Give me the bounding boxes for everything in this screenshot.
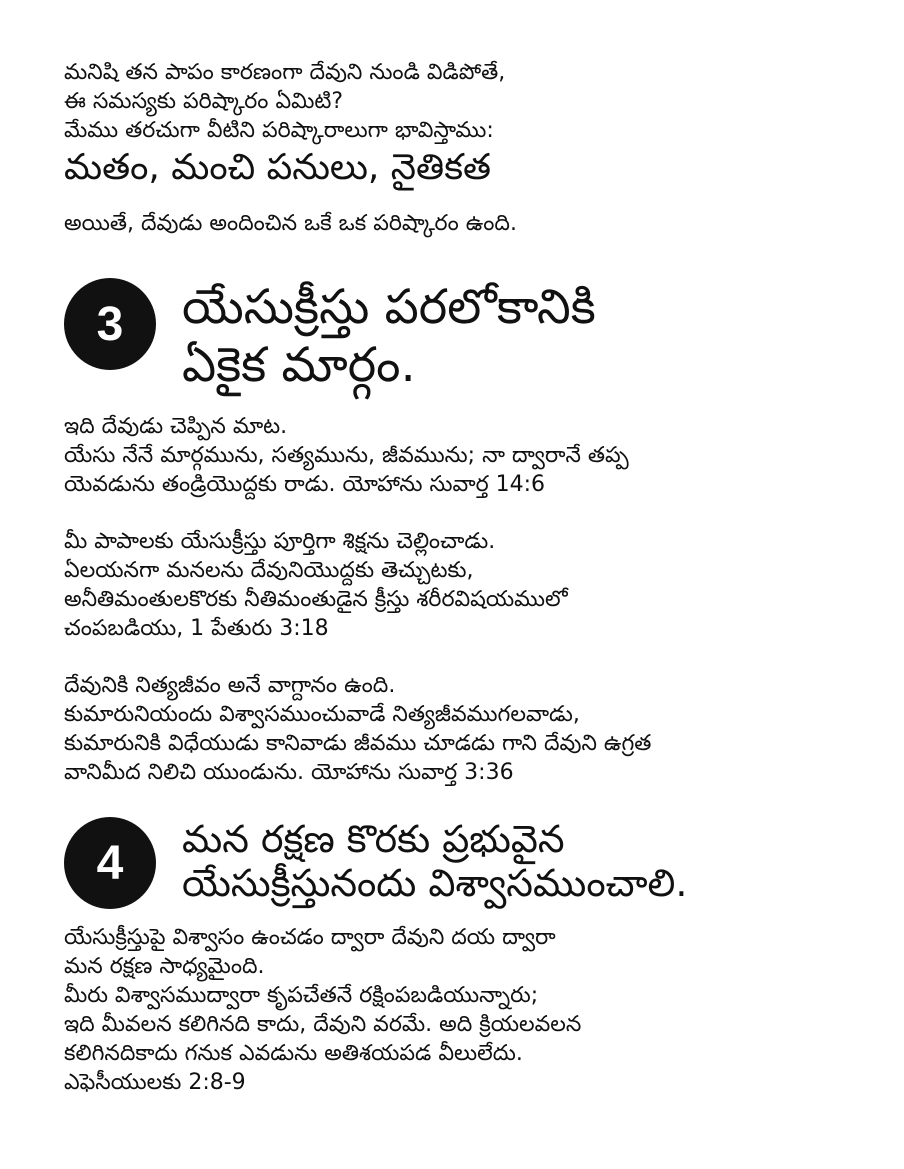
paragraph-line: ఎఫెసీయులకు 2:8-9 <box>64 1070 246 1095</box>
intro-emphasis: మతం, మంచి పనులు, నైతికత <box>64 147 492 188</box>
paragraph-line: ఇది మీవలన కలిగినది కాదు, దేవుని వరమే. అది క్రియలవలన <box>64 1012 582 1037</box>
intro-line: ఈ సమస్యకు పరిష్కారం ఏమిటి? <box>64 89 344 114</box>
paragraph-line: ఇది దేవుడు చెప్పిన మాట. <box>64 414 288 439</box>
paragraph-line: వానిమీద నిలిచి యుండును. యోహాను సువార్త 3:36 <box>64 760 514 785</box>
paragraph-line: దేవునికి నిత్యజీవం అనే వాగ్దానం ఉంది. <box>64 673 396 698</box>
paragraph-line: యేసుక్రీస్తుపై విశ్వాసం ఉంచడం ద్వారా దేవుని దయ ద్వారా <box>64 925 556 950</box>
paragraph-line: మీరు విశ్వాసముద్వారా కృపచేతనే రక్షింపబడియున్నారు; <box>64 983 539 1008</box>
section-3-paragraph-2 <box>64 527 854 643</box>
section-4-title-line: యేసుక్రీస్తునందు విశ్వాసముంచాలి. <box>182 861 688 905</box>
section-4-paragraph-1 <box>64 923 854 1097</box>
paragraph-line: యేసు నేనే మార్గమును, సత్యమును, జీవమును; నా ద్వారానే తప్ప <box>64 443 629 468</box>
intro-closing: అయితే, దేవుడు అందించిన ఒకే ఒక పరిష్కారం ఉంది. <box>64 211 517 236</box>
section-4-title <box>182 817 687 905</box>
section-4-title-line: మన రక్షణ కొరకు ప్రభువైన <box>182 817 565 861</box>
section-4-heading <box>64 817 854 909</box>
section-number-badge: 4 <box>64 817 156 909</box>
section-3-title-line: ఏకైక మార్గం. <box>182 337 416 393</box>
intro-paragraph <box>64 58 854 145</box>
tract-page <box>64 58 854 1097</box>
section-3-paragraph-3 <box>64 671 854 787</box>
paragraph-line: మీ పాపాలకు యేసుక్రీస్తు పూర్తిగా శిక్షను చెల్లించాడు. <box>64 529 496 554</box>
paragraph-line: మన రక్షణ సాధ్యమైంది. <box>64 954 265 979</box>
paragraph-line: కలిగినదికాదు గనుక ఎవడును అతిశయపడ వీలులేదు. <box>64 1041 523 1066</box>
paragraph-line: యెవడును తండ్రియొద్దకు రాడు. యోహాను సువార్త 14:6 <box>64 472 546 497</box>
paragraph-line: చంపబడియు, 1 పేతురు 3:18 <box>64 616 329 641</box>
intro-line: మనిషి తన పాపం కారణంగా దేవుని నుండి విడిపోతే, <box>64 60 506 85</box>
section-3-heading <box>64 278 854 394</box>
paragraph-line: ఏలయనగా మనలను దేవునియొద్దకు తెచ్చుటకు, <box>64 558 474 583</box>
intro-line: మేము తరచుగా వీటిని పరిష్కారాలుగా భావిస్తాము: <box>64 118 494 143</box>
paragraph-line: కుమారునియందు విశ్వాసముంచువాడే నిత్యజీవముగలవాడు, <box>64 702 580 727</box>
paragraph-line: అనీతిమంతులకొరకు నీతిమంతుడైన క్రీస్తు శరీరవిషయములో <box>64 587 568 612</box>
section-3-title-line: యేసుక్రీస్తు పరలోకానికి <box>182 279 596 335</box>
section-number-badge: 3 <box>64 278 156 370</box>
section-3-paragraph-1 <box>64 412 854 499</box>
paragraph-line: కుమారునికి విధేయుడు కానివాడు జీవము చూడడు గాని దేవుని ఉగ్రత <box>64 731 652 756</box>
section-3-title <box>182 278 596 394</box>
